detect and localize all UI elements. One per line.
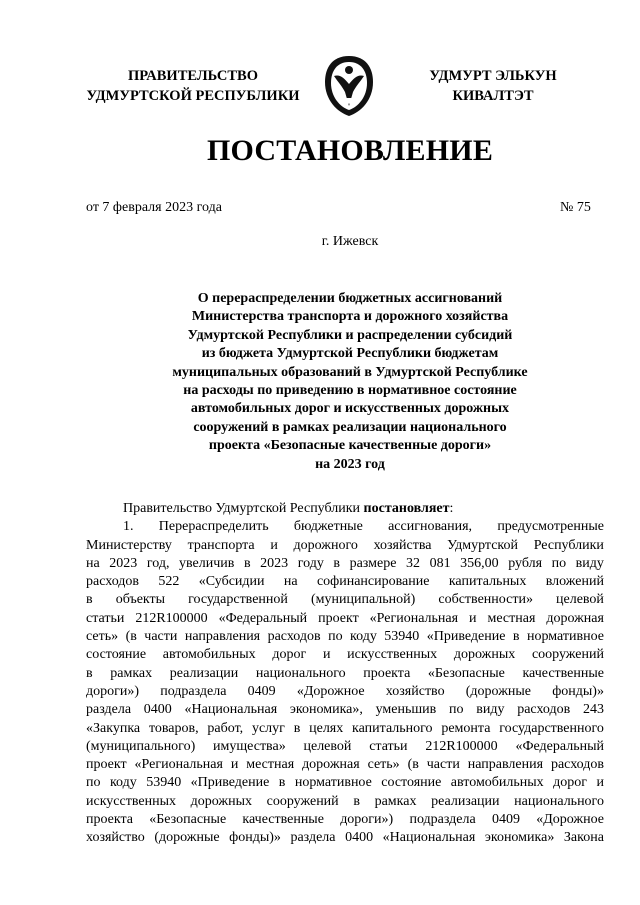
body-word: «Безопасные [149,812,227,828]
body-line [86,537,604,555]
body-word: по [449,702,464,718]
body-line [86,591,604,609]
body-word: искусственных [86,793,176,809]
body-line [86,665,604,683]
body-word: в [86,665,93,681]
body-word: статьи [369,738,408,754]
body-line [86,811,604,829]
header-left-line-1: ПРАВИТЕЛЬСТВО [128,68,258,84]
body-word: 2023 [260,555,289,571]
body-word: уменьшив [375,702,437,718]
header-left-line-2: УДМУРТСКОЙ РЕСПУБЛИКИ [86,88,300,104]
body-word: 53940 [146,775,182,791]
body-word: Министерству [86,537,172,553]
body-word: государственного [499,720,604,736]
body-word: 0400 [143,702,172,718]
body-word: в [278,775,286,791]
body-word: качественные [242,812,324,828]
body-word: Перераспределить [158,519,269,535]
body-word: по [551,555,567,571]
body-intro [86,500,604,518]
body-line [86,720,604,738]
body-word: дороги») [86,683,140,699]
body-word: «Приведение [190,775,270,791]
intro-suffix: : [449,501,454,516]
body-line [86,610,604,628]
body-word: работ, [207,720,244,736]
body-word: хозяйства [373,537,432,553]
body-word: 212R100000 [135,610,208,626]
body-word: дорожная [546,610,604,626]
body-word: экономика», [289,702,363,718]
body-word: 0400 [345,830,374,846]
body-word: 243 [582,702,604,718]
body-word: состояние [86,647,147,663]
body-word: размере [349,555,397,571]
body-word: 356,00 [460,555,499,571]
body-word: государственной [188,592,288,608]
subject-line: автомобильных дорог и искусственных дорожных [190,401,510,417]
body-word: «Дорожное [296,683,365,699]
body-word: на [86,555,100,571]
government-name-russian [78,66,308,106]
body-word: товаров, [148,720,199,736]
body-word: нормативное [526,629,604,645]
body-word: виду [575,555,604,571]
body-word: в [333,555,341,571]
body-word: 32 [406,555,420,571]
document-number: № 75 [560,200,591,215]
body-word: фонды)» [229,830,281,846]
body-word: автомобильных [450,775,544,791]
body-word: 081 [429,555,451,571]
body-word: (дорожные [465,683,531,699]
body-word: расходов [550,757,604,773]
body-line [86,738,604,756]
body-word: 0409 [247,683,276,699]
intro-bold-verb: постановляет [363,501,450,516]
body-word: «Федеральный [218,610,308,626]
body-word: «Безопасные [427,665,505,681]
body-word: сооружений [266,793,339,809]
body-line [86,701,604,719]
subject-line: на 2023 год [315,456,385,472]
body-word: «Субсидии [198,574,265,590]
body-line [86,518,604,536]
body-word: «Закупка [86,720,141,736]
body-word: в [512,629,520,645]
body-word: имущества» [213,738,286,754]
body-word: дорожных [453,647,516,663]
body-word: капитального [352,720,433,736]
body-word: автомобильных [162,647,256,663]
body-word: хозяйство [385,683,445,699]
body-line [86,756,604,774]
body-word: целевой [556,592,604,608]
body-word: целях [309,720,344,736]
body-word: сеть» [86,629,119,645]
body-word: реализации [431,793,500,809]
body-word: реализации [169,665,239,681]
body-line [86,829,604,847]
body-word: 0409 [491,812,520,828]
subject-line: на расходы по приведению в нормативное состояние [183,383,517,399]
body-word: и [230,757,239,773]
body-word: (дорожные [154,830,220,846]
body-word: в [293,720,301,736]
document-subject [100,290,600,474]
body-word: расходов [86,574,140,590]
body-word: местная [487,610,536,626]
body-word: рубля [508,555,543,571]
body-word: и [322,647,331,663]
body-word: увеличив [179,555,235,571]
body-word: проект [86,757,127,773]
body-word: направления [467,757,544,773]
body-word: нормативное [294,775,372,791]
body-word: вложений [545,574,604,590]
body-word: проект [318,610,359,626]
body-word: объекты [115,592,166,608]
body-word: и [469,610,477,626]
body-word: хозяйство [86,830,145,846]
body-word: «Приведение [426,629,506,645]
body-word: транспорта [187,537,255,553]
body-line [86,555,604,573]
body-word: коду [350,629,377,645]
subject-line: О перераспределении бюджетных ассигнований [197,291,503,306]
body-word: по [86,775,101,791]
document-date: от 7 февраля 2023 года [86,200,222,215]
body-word: рамках [374,793,417,809]
body-word: Закона [563,830,604,846]
header-right-line-2: КИВАЛТЭТ [452,88,534,104]
body-word: рамках [110,665,153,681]
document-body [86,500,604,848]
body-word: и [270,537,278,553]
body-word: части [144,629,178,645]
body-word: предусмотренные [497,519,604,535]
body-word: национального [255,665,346,681]
body-word: сеть» [367,757,400,773]
body-word: Удмуртской [447,537,518,553]
body-word: дорожная [302,757,360,773]
document-city: г. Ижевск [321,234,379,249]
subject-line: из бюджета Удмуртской Республики бюджетам [201,346,499,362]
body-word: в [353,793,360,809]
body-word: статьи [86,610,125,626]
body-word: (в [407,757,419,773]
body-word: расходов [267,629,321,645]
body-word: дорог [272,647,307,663]
subject-line: сооружений в рамках реализации национального [193,419,507,435]
body-word: Республики [533,537,604,553]
body-word: «Региональная [369,610,459,626]
coat-of-arms-icon [320,54,378,118]
body-line [86,573,604,591]
body-word: 212R100000 [425,738,498,754]
body-word: «Региональная [134,757,223,773]
body-word: сооружений [531,647,604,663]
body-word: дорог [553,775,587,791]
body-word: национального [514,793,604,809]
body-line [86,683,604,701]
body-word: качественные [522,665,604,681]
subject-line: Удмуртской Республики и распределении субсидий [187,327,513,343]
body-word: 1. [123,519,134,535]
body-word: бюджетные [293,519,363,535]
body-word: подраздела [409,812,476,828]
body-word: 2023 [109,555,138,571]
body-word: собственности» [438,592,533,608]
body-word: виду [476,702,505,718]
body-line [86,628,604,646]
body-word: и [596,775,604,791]
body-line [86,646,604,664]
body-word: «Дорожное [536,812,604,828]
header-right-line-1: УДМУРТ ЭЛЬКУН [429,68,557,84]
subject-line: проекта «Безопасные качественные дороги» [208,438,492,454]
body-word: дорожного [293,537,358,553]
body-word: 53940 [384,629,420,645]
body-word: фонды)» [552,683,604,699]
body-word: на [283,574,298,590]
subject-line: муниципальных образований в Удмуртской Республике [172,364,528,380]
body-line [86,793,604,811]
body-word: «Национальная [382,830,476,846]
body-word: капитальных [448,574,527,590]
body-word: раздела [86,702,132,718]
body-word: расходов [517,702,571,718]
body-word: состояние [381,775,442,791]
body-word: софинансирование [316,574,430,590]
body-word: (в [125,629,137,645]
body-word: экономика» [484,830,555,846]
body-word: 522 [158,574,180,590]
body-word: (муниципального) [86,738,196,754]
government-name-udmurt [408,66,578,106]
body-word: по [328,629,343,645]
body-word: подраздела [160,683,227,699]
subject-line: Министерства транспорта и дорожного хозяйства [191,309,509,325]
body-word: в [86,592,93,608]
body-word: услуг [251,720,285,736]
body-line [86,774,604,792]
body-word: (муниципальной) [310,592,416,608]
document-title: ПОСТАНОВЛЕНИЕ [206,134,494,167]
body-word: дороги») [340,812,394,828]
intro-prefix: Правительство Удмуртской Республики [123,501,364,516]
body-word: проекта [86,812,133,828]
body-word: дорожных [190,793,252,809]
body-word: коду [109,775,137,791]
body-word: части [426,757,460,773]
body-word: раздела [290,830,336,846]
body-word: году [297,555,324,571]
body-word: «Федеральный [515,738,604,754]
body-word: проекта [363,665,411,681]
body-word: год, [146,555,170,571]
body-word: местная [246,757,295,773]
body-word: «Национальная [184,702,278,718]
body-word: направления [184,629,261,645]
body-word: в [243,555,251,571]
body-word: ассигнования, [388,519,473,535]
body-word: искусственных [347,647,438,663]
body-word: целевой [303,738,352,754]
body-word: ремонта [441,720,491,736]
